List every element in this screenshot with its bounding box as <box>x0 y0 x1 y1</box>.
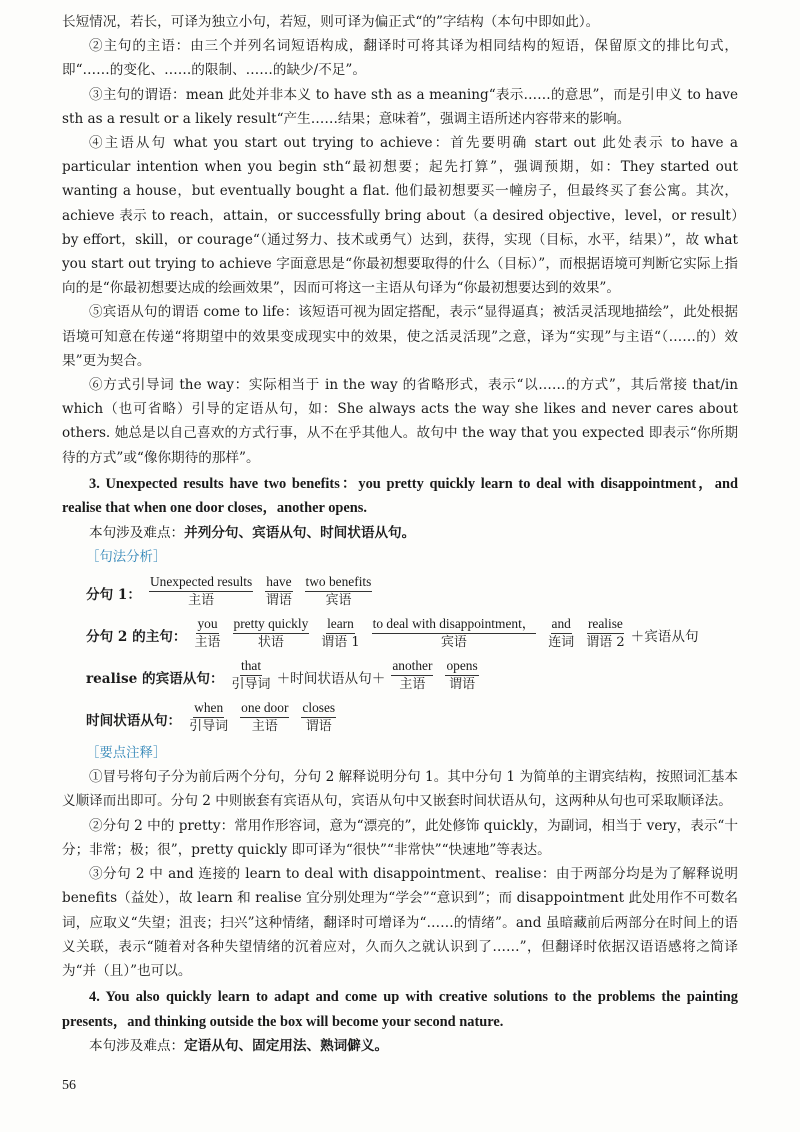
clause-label: 分句 1： <box>86 587 141 604</box>
segment <box>265 573 292 610</box>
paragraph: ③主句的谓语：mean 此处并非本义 to have sth as a meaning“表示……的意思”，而是引申义 to have sth as a result or a likely result“产生……结果；意味着”，强调主语所述内容带来的影响。 <box>62 86 738 127</box>
segment-role: 谓语 <box>265 593 292 609</box>
note-paragraph: ②分句 2 中的 pretty：常用作形容词，意为“漂亮的”，此处修饰 quickly，为副词，相当于 very，表示“十分；非常；极；很”，pretty quickly 即可译为“很快”“非常快”“快速地”等表达。 <box>62 817 738 858</box>
segment-text: learn <box>326 615 355 634</box>
segment <box>445 657 478 694</box>
clause-label: 分句 2 的主句： <box>86 629 187 646</box>
clause-1-row <box>86 573 738 613</box>
clause-tail: ＋宾语从句 <box>630 629 699 646</box>
example-sentence-4: 4. You also quickly learn to adapt and come up with creative solutions to the problems the painting presents，and thinking outside the box will become your second nature. <box>62 989 738 1030</box>
segment-text: you <box>196 615 218 634</box>
segment-text: two benefits <box>305 573 373 592</box>
difficulty-items: 并列分句、宾语从句、时间状语从句。 <box>184 524 416 541</box>
difficulty-prefix: 本句涉及难点： <box>89 524 185 541</box>
note-paragraph: ③分句 2 中 and 连接的 learn to deal with disappointment、realise：由于两部分均是为了解释说明 benefits（益处），故 learn 和 realise 宜分别处理为“学会”“意识到”；而 disappointment 此处用作不可数名词，应取义“失望；沮丧；扫兴”这种情绪，翻译时可增译为“……的情绪”。and 虽暗藏前后两部分在时间上的语义关联，表示“随着对各种失望情绪的沉着应对，久而久之就认识到了……”，但翻译时依据汉语语感将之简译为“并（且）”也可以。 <box>62 866 738 979</box>
segment <box>240 699 289 736</box>
segment <box>301 699 336 736</box>
segment <box>305 573 373 610</box>
segment <box>195 615 221 652</box>
segment <box>586 615 624 652</box>
example-sentence-3: 3. Unexpected results have two benefits：you pretty quickly learn to deal with disappointment，and realise that when one door closes，another opens. <box>62 475 738 517</box>
segment-role: 谓语 1 <box>321 635 360 651</box>
paragraph: ⑤宾语从句的谓语 come to life：该短语可视为固定搭配，表示“显得逼真；被活灵活现地描绘”，此处根据语境可知意在传递“将期望中的效果变成现实中的效果，使之活灵活现”之意，译为“实现”与主语“（……的）效果”更为契合。 <box>62 304 738 369</box>
segment-role: 谓语 <box>449 677 476 693</box>
page-content <box>62 10 738 1058</box>
segment-role: 主语 <box>399 677 426 693</box>
segment <box>232 657 271 694</box>
difficulty-items: 定语从句、固定用法、熟词僻义。 <box>184 1037 389 1054</box>
page-number: 56 <box>62 1078 76 1093</box>
syntax-analysis <box>86 573 738 739</box>
object-clause-row <box>86 657 738 697</box>
segment <box>233 615 310 652</box>
segment-role: 谓语 <box>305 719 332 735</box>
paragraph: 长短情况，若长，可译为独立小句，若短，则可译为偏正式“的”字结构（本句中即如此）。 <box>62 14 600 30</box>
segment-text: pretty quickly <box>233 615 310 634</box>
segment <box>391 657 433 694</box>
segment-text: opens <box>445 657 478 676</box>
paragraph: ⑥方式引导词 the way：实际相当于 in the way 的省略形式，表示“以……的方式”，其后常接 that/in which（也可省略）引导的定语从句，如：She always acts the way she likes and never cares about others. 她总是以自己喜欢的方式行事，从不在乎其他人。故句中 the way that you expected 即表示“你所期待的方式”或“像你期待的那样”。 <box>62 377 738 466</box>
segment-role: 状语 <box>257 635 284 651</box>
segment-role: 主语 <box>194 635 221 651</box>
notes-tag: ［要点注释］ <box>86 746 167 762</box>
difficulty-prefix: 本句涉及难点： <box>89 1037 185 1054</box>
clause-2-row <box>86 615 738 655</box>
paragraph: ②主句的主语：由三个并列名词短语构成，翻译时可将其译为相同结构的短语，保留原文的排比句式，即“……的变化、……的限制、……的缺少/不足”。 <box>62 38 738 79</box>
note-paragraph: ①冒号将句子分为前后两个分句，分句 2 解释说明分句 1。其中分句 1 为简单的主谓宾结构，按照词汇基本义顺译而出即可。分句 2 中则嵌套有宾语从句，宾语从句中又嵌套时间状语从句，这两种从句也可采取顺译法。 <box>62 769 738 810</box>
segment-text: have <box>265 573 292 592</box>
clause-label: 时间状语从句： <box>86 713 182 730</box>
difficulty-line-3 <box>62 521 738 545</box>
time-clause-row <box>86 699 738 739</box>
segment-text: to deal with disappointment， <box>372 615 537 634</box>
segment <box>149 573 253 610</box>
segment <box>189 699 228 736</box>
segment-role: 谓语 2 <box>586 635 625 651</box>
segment-text: that <box>240 657 262 676</box>
syntax-analysis-tag: ［句法分析］ <box>86 549 167 565</box>
clause-label: realise 的宾语从句： <box>86 671 224 688</box>
difficulty-line-4 <box>62 1034 738 1058</box>
clause-connector: ＋时间状语从句＋ <box>276 671 386 688</box>
paragraph: ④主语从句 what you start out trying to achieve：首先要明确 start out 此处表示 to have a particular intention when you begin sth“最初想要；起先打算”，强调预期，如：They started out wanting a house，but eventually bought a flat. 他们最初想要买一幢房子，但最终买了套公寓。其次，achieve 表示 to reach，attain，or successfully bring about（a desired objective，level，or result）by effort，skill，or courage“（通过努力、技术或勇气）达到，获得，实现（目标，水平，结果）”，故 what you start out trying to achieve 字面意思是“你最初想要取得的什么（目标）”，而根据语境可判断它实际上指向的是“你最初想要达成的绘画效果”，因而可将这一主语从句译为“你最初想要达到的效果”。 <box>62 135 738 297</box>
segment-role: 引导词 <box>189 719 229 735</box>
segment-text: closes <box>301 699 336 718</box>
segment-role: 宾语 <box>440 635 467 651</box>
segment-text: one door <box>240 699 289 718</box>
segment-text: and <box>551 615 572 634</box>
segment-role: 主语 <box>251 719 278 735</box>
segment <box>372 615 537 652</box>
segment-text: another <box>391 657 433 676</box>
segment <box>548 615 574 652</box>
segment <box>321 615 359 652</box>
segment-role: 宾语 <box>325 593 352 609</box>
segment-text: Unexpected results <box>149 573 253 592</box>
segment-text: when <box>193 699 224 718</box>
segment-role: 连词 <box>548 635 575 651</box>
segment-role: 主语 <box>188 593 215 609</box>
segment-role: 引导词 <box>231 677 271 693</box>
segment-text: realise <box>587 615 624 634</box>
